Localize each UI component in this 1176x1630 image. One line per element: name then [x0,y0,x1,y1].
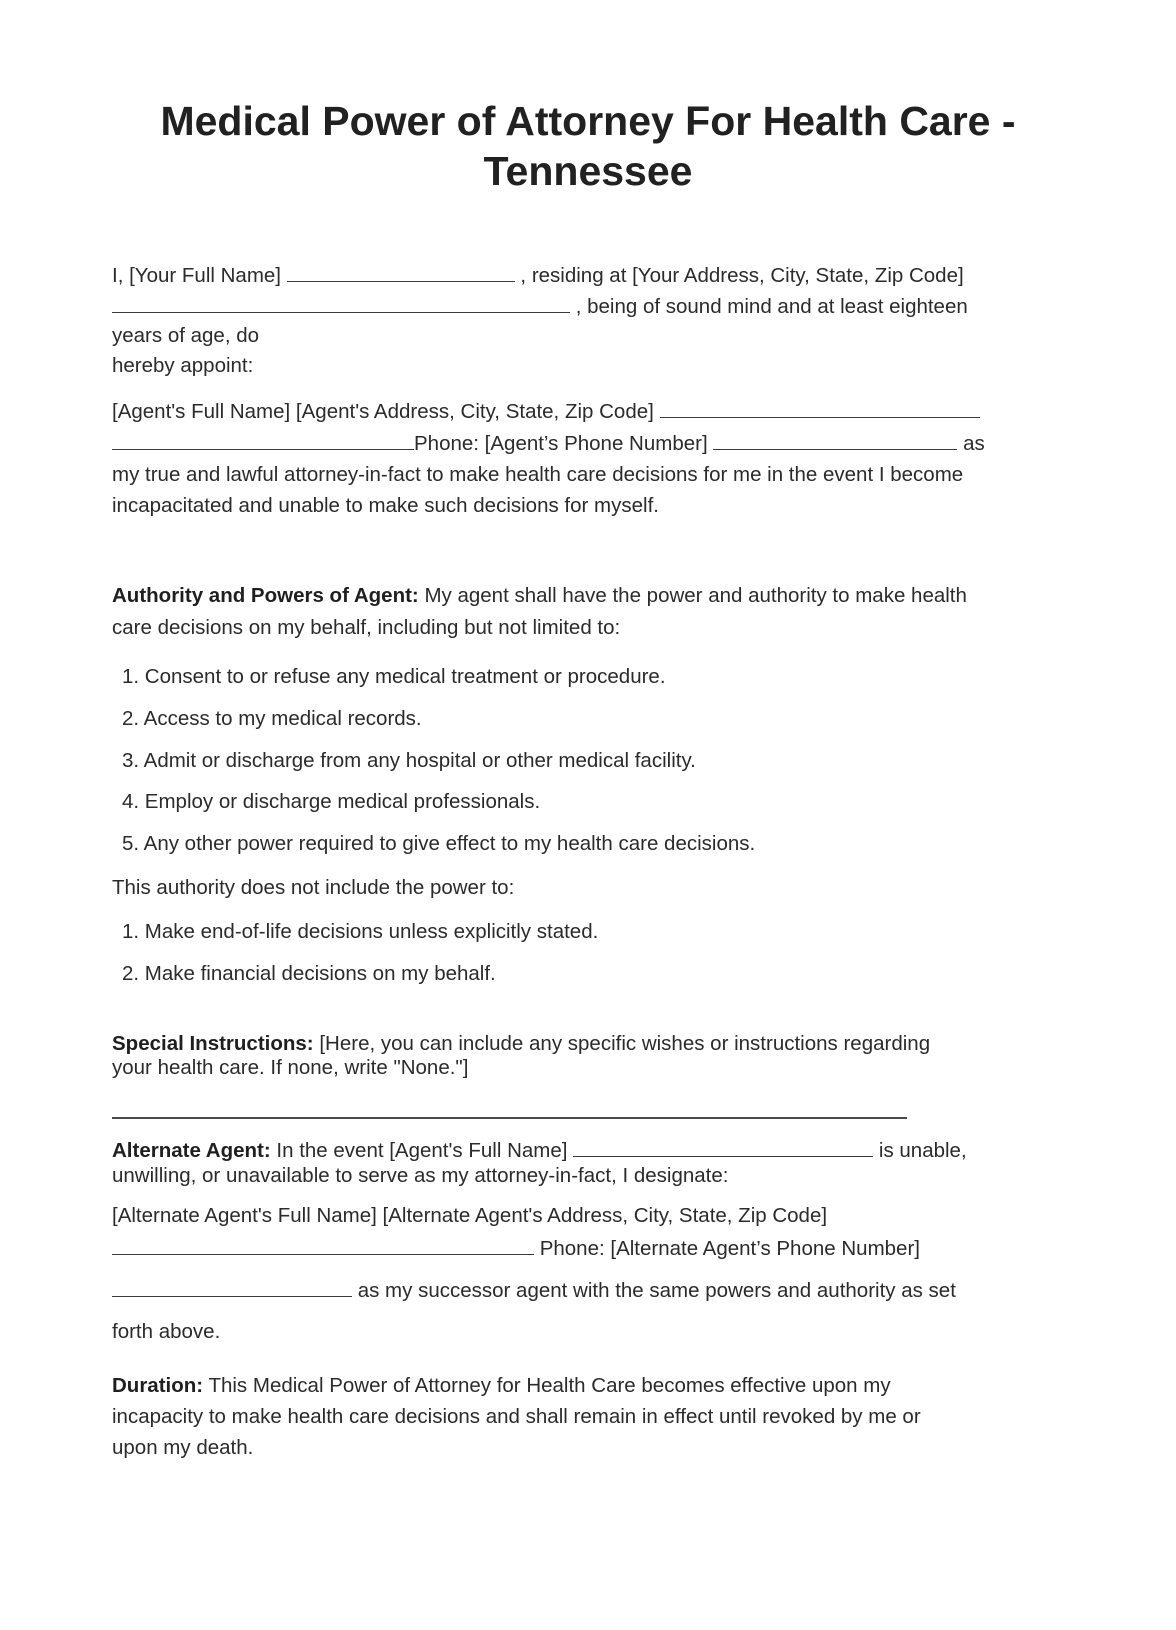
address-blank[interactable] [112,294,570,313]
special-text-1: [Here, you can include any specific wishes or instructions regarding [319,1032,931,1055]
alternate-line-5 [112,1278,956,1303]
alternate-agent-name-blank[interactable] [573,1138,873,1157]
agent-line-3: my true and lawful attorney-in-fact to make health care decisions for me in the event I become [112,463,964,486]
alternate-text-1a: In the event [Agent's Full Name] [276,1139,568,1162]
intro-sound-mind-text: , being of sound mind and at least eighteen [575,295,968,318]
alternate-heading: Alternate Agent: [112,1139,271,1162]
authority-line-1 [112,584,967,608]
authority-line-2: care decisions on my behalf, including but not limited to: [112,616,621,639]
alternate-line-6: forth above. [112,1320,221,1343]
exclusion-intro: This authority does not include the power to: [112,876,515,899]
duration-heading: Duration: [112,1374,204,1397]
full-name-blank[interactable] [287,263,515,282]
alternate-phone-label: Phone: [Alternate Agent’s Phone Number] [539,1237,920,1260]
intro-line-2 [112,294,968,319]
intro-line-1 [112,263,964,288]
exclusion-item-1: 1. Make end-of-life decisions unless explicitly stated. [122,920,599,943]
agent-address-blank-2[interactable] [112,431,414,450]
special-heading: Special Instructions: [112,1032,314,1055]
agent-line-1 [112,399,980,424]
agent-line-2 [112,431,985,456]
title-line-2: Tennessee [483,148,693,194]
duration-line-2: incapacity to make health care decisions and shall remain in effect until revoked by me or [112,1405,921,1428]
special-line-2: your health care. If none, write "None."] [112,1056,469,1079]
power-item-1: 1. Consent to or refuse any medical treatment or procedure. [122,665,666,688]
power-item-4: 4. Employ or discharge medical professionals. [122,790,541,813]
alternate-line-2: unwilling, or unavailable to serve as my attorney-in-fact, I designate: [112,1164,729,1187]
intro-line-4: hereby appoint: [112,354,254,377]
alternate-phone-blank[interactable] [112,1278,352,1297]
power-item-3: 3. Admit or discharge from any hospital or other medical facility. [122,749,696,772]
intro-name-label: I, [Your Full Name] [112,264,282,287]
alternate-line-4 [112,1236,920,1261]
authority-heading: Authority and Powers of Agent: [112,584,419,607]
agent-address-blank[interactable] [660,399,980,418]
special-line-1 [112,1032,930,1056]
duration-text-1: This Medical Power of Attorney for Health Care becomes effective upon my [208,1374,891,1397]
alternate-line-1 [112,1138,967,1163]
page-title [60,96,1116,196]
exclusion-item-2: 2. Make financial decisions on my behalf. [122,962,496,985]
agent-name-address-label: [Agent's Full Name] [Agent's Address, City, State, Zip Code] [112,400,654,423]
agent-line-4: incapacitated and unable to make such decisions for myself. [112,494,659,517]
alternate-text-1b: is unable, [878,1139,967,1162]
alternate-line-3: [Alternate Agent's Full Name] [Alternate Agent's Address, City, State, Zip Code] [112,1204,828,1227]
intro-address-label: , residing at [Your Address, City, State, Zip Code] [520,264,964,287]
duration-line-1 [112,1374,891,1398]
alternate-text-5: as my successor agent with the same powers and authority as set [357,1279,956,1302]
agent-as-text: as [963,432,985,455]
power-item-2: 2. Access to my medical records. [122,707,422,730]
power-item-5: 5. Any other power required to give effect to my health care decisions. [122,832,756,855]
authority-text-1: My agent shall have the power and authority to make health [424,584,967,607]
duration-line-3: upon my death. [112,1436,254,1459]
intro-line-3: years of age, do [112,324,260,347]
agent-phone-label: Phone: [Agent’s Phone Number] [414,432,708,455]
title-line-1: Medical Power of Attorney For Health Care - [160,98,1016,144]
agent-phone-blank[interactable] [713,431,957,450]
alternate-address-blank[interactable] [112,1236,534,1255]
special-instructions-blank[interactable] [112,1117,907,1119]
